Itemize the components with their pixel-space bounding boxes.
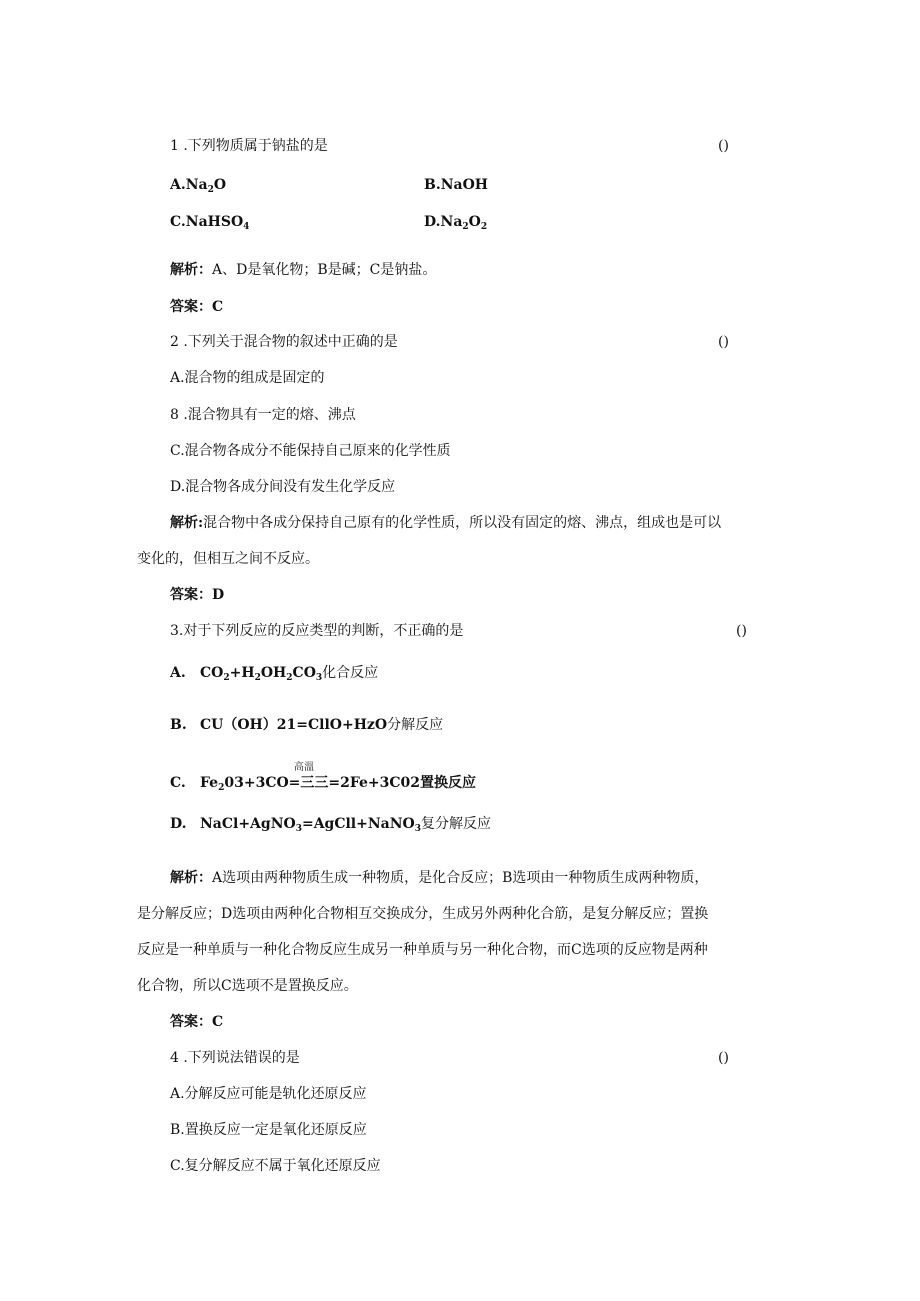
q2-answer: 答案：D — [170, 587, 225, 603]
q3-answer-paren: () — [736, 623, 747, 639]
q2-option-c: C.混合物各成分不能保持自己原来的化学性质 — [170, 443, 451, 459]
q1-option-b: B.NaOH — [424, 177, 488, 193]
q2-analysis-line-2: 变化的，但相互之间不反应。 — [137, 551, 319, 567]
q3-analysis-line-1: 解析：A选项由两种物质生成一种物质，是化合反应；B选项由一种物质生成两种物质， — [170, 870, 709, 886]
q3-analysis-line-3: 反应是一种单质与一种化合物反应生成另一种单质与另一种化合物，而C选项的反应物是两种 — [137, 942, 708, 958]
q2-option-b: 8 .混合物具有一定的熔、沸点 — [170, 407, 356, 423]
q4-answer-paren: () — [718, 1050, 729, 1066]
q2-analysis-line-1: 解析:混合物中各成分保持自己原有的化学性质，所以没有固定的熔、沸点，组成也是可以 — [170, 515, 722, 531]
q3-answer: 答案：C — [170, 1014, 224, 1030]
q3-analysis-line-2: 是分解反应；D选项由两种化合物相互交换成分，生成另外两种化合筋，是复分解反应；置换 — [137, 906, 709, 922]
q3-option-c: C. $Fe_203+3CO=$三三=2Fe+3C02置换反应 — [170, 775, 477, 793]
q4-option-a: A.分解反应可能是轨化还原反应 — [170, 1086, 367, 1102]
q1-option-d: $D.Na_2O_2$ — [424, 214, 488, 232]
q3-option-d: D. NaCl+AgNO$_3$=AgCll+NaNO$_3$复分解反应 — [170, 816, 491, 834]
q3-stem: 3.对于下列反应的反应类型的判断，不正确的是 — [170, 623, 464, 639]
q1-option-a: $A.Na_2O$ — [170, 177, 227, 195]
q2-answer-paren: () — [718, 334, 729, 350]
q3-option-b: B. CU（OH）21=CllO+HzO分解反应 — [170, 717, 444, 733]
q1-answer: 答案：C — [170, 299, 224, 315]
q1-stem: 1 .下列物质属于钠盐的是 — [170, 138, 328, 154]
q2-option-a: A.混合物的组成是固定的 — [170, 370, 325, 386]
q4-stem: 4 .下列说法错误的是 — [170, 1050, 300, 1066]
q1-answer-paren: () — [718, 138, 729, 154]
q1-analysis: 解析：A、D是氧化物；B是碱；C是钠盐。 — [170, 262, 437, 278]
q1-option-c: C.NaHSO$_4$ — [170, 214, 250, 232]
q2-stem: 2 .下列关于混合物的叙述中正确的是 — [170, 334, 398, 350]
q3-option-a: A. $CO_2+H_2OH_2CO_3$化合反应 — [170, 665, 379, 683]
q4-option-c: C.复分解反应不属于氧化还原反应 — [170, 1158, 381, 1174]
q4-option-b: B.置换反应一定是氧化还原反应 — [170, 1122, 367, 1138]
q3-analysis-line-4: 化合物，所以C选项不是置换反应。 — [137, 978, 358, 994]
q2-option-d: D.混合物各成分间没有发生化学反应 — [170, 479, 396, 495]
q3-option-c-condition: 高溫 — [294, 762, 314, 773]
